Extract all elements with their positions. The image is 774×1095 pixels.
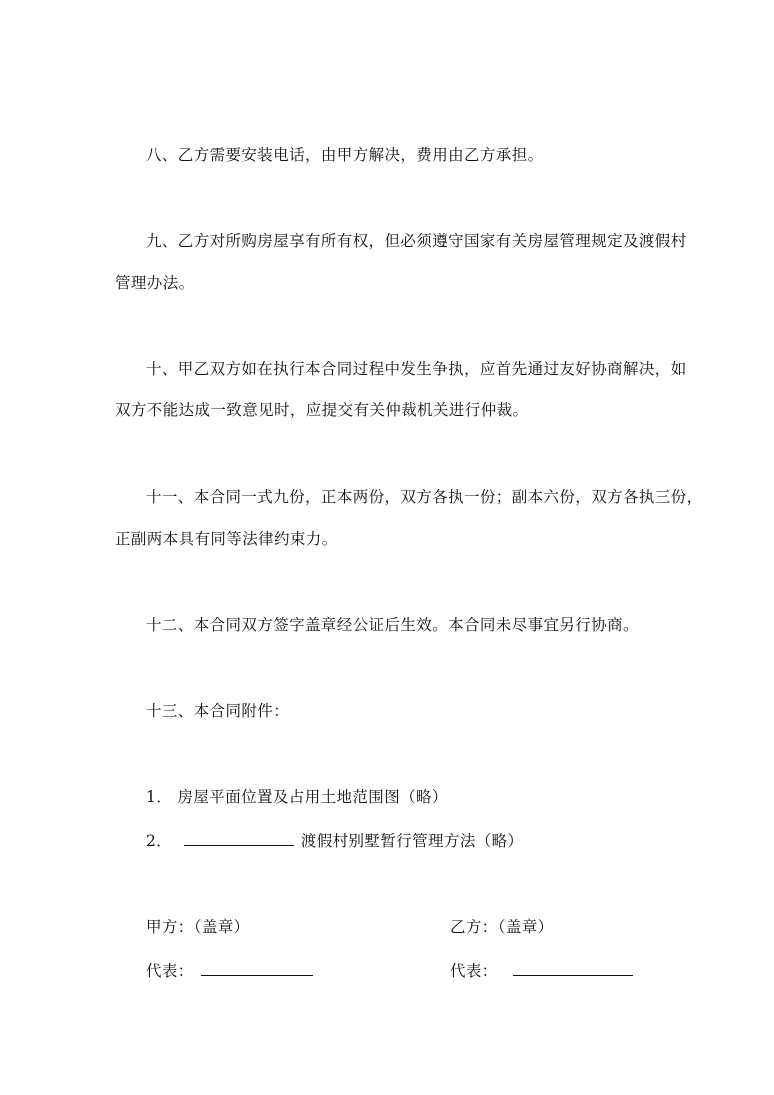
blank-underline <box>184 831 294 846</box>
signature-line <box>201 961 313 976</box>
clause-9-line-1: 九、乙方对所购房屋享有所有权，但必须遵守国家有关房屋管理规定及渡假村 <box>146 232 687 250</box>
attachment-text: 房屋平面位置及占用土地范围图（略） <box>177 788 448 806</box>
signature-line <box>513 961 633 976</box>
attachment-item-2 <box>146 831 523 851</box>
representative-label: 代表： <box>450 962 498 980</box>
clause-11-line-2: 正副两本具有同等法律约束力。 <box>115 530 338 548</box>
clause-9-line-2: 管理办法。 <box>115 274 195 292</box>
clause-10-line-1: 十、甲乙双方如在执行本合同过程中发生争执，应首先通过友好协商解决，如 <box>146 360 687 378</box>
attachment-number: 1． <box>146 788 173 806</box>
clause-13-line-1: 十三、本合同附件： <box>146 702 290 720</box>
clause-10-line-2: 双方不能达成一致意见时，应提交有关仲裁机关进行仲裁。 <box>115 401 529 419</box>
attachment-text: 渡假村别墅暂行管理方法（略） <box>300 832 524 850</box>
attachment-item-1 <box>146 787 448 807</box>
clause-12-line-1: 十二、本合同双方签字盖章经公证后生效。本合同未尽事宜另行协商。 <box>146 616 639 634</box>
attachment-number: 2． <box>146 832 173 850</box>
clause-11-line-1: 十一、本合同一式九份，正本两份，双方各执一份；副本六份，双方各执三份， <box>146 488 703 506</box>
party-b-label: 乙方：（盖章） <box>450 918 554 936</box>
party-b-representative <box>450 961 633 981</box>
party-a-representative <box>146 961 313 981</box>
representative-label: 代表： <box>146 962 194 980</box>
party-a-label: 甲方：（盖章） <box>146 918 250 936</box>
clause-8-line-1: 八、乙方需要安装电话，由甲方解决，费用由乙方承担。 <box>146 146 544 164</box>
